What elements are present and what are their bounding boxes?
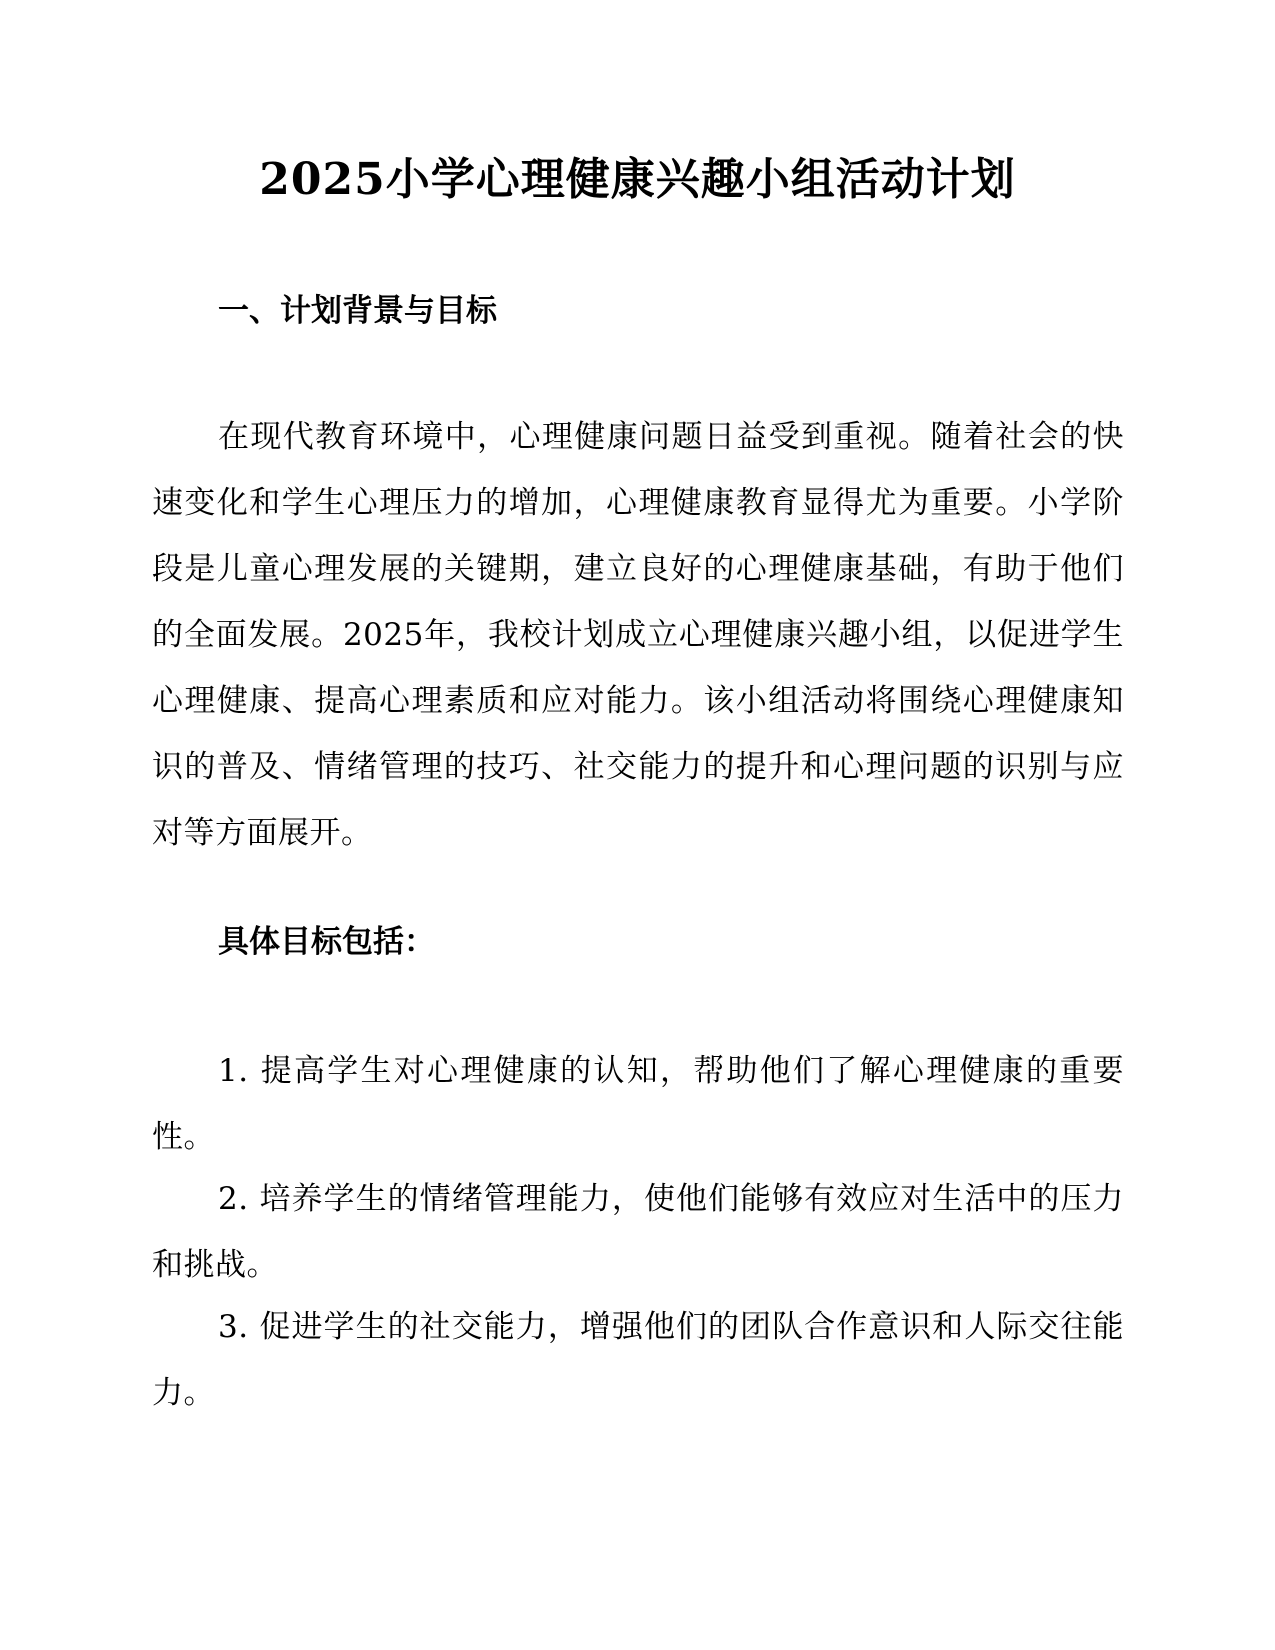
goal-item-1: 1. 提高学生对心理健康的认知，帮助他们了解心理健康的重要性。: [152, 1053, 1124, 1155]
section-heading-background: 一、计划背景与目标: [218, 293, 497, 329]
goal-item-3: 3. 促进学生的社交能力，增强他们的团队合作意识和人际交往能力。: [152, 1309, 1124, 1411]
document-title: 2025小学心理健康兴趣小组活动计划: [259, 154, 1016, 205]
goal-item-2: 2. 培养学生的情绪管理能力，使他们能够有效应对生活中的压力和挑战。: [152, 1181, 1124, 1283]
background-paragraph: 在现代教育环境中，心理健康问题日益受到重视。随着社会的快速变化和学生心理压力的增加，心理健康教育显得尤为重要。小学阶段是儿童心理发展的关键期，建立良好的心理健康基础，有助于他们的全面发展。2025年，我校计划成立心理健康兴趣小组，以促进学生心理健康、提高心理素质和应对能力。该小组活动将围绕心理健康知识的普及、情绪管理的技巧、社交能力的提升和心理问题的识别与应对等方面展开。: [152, 419, 1124, 851]
goals-heading: 具体目标包括：: [218, 924, 435, 960]
